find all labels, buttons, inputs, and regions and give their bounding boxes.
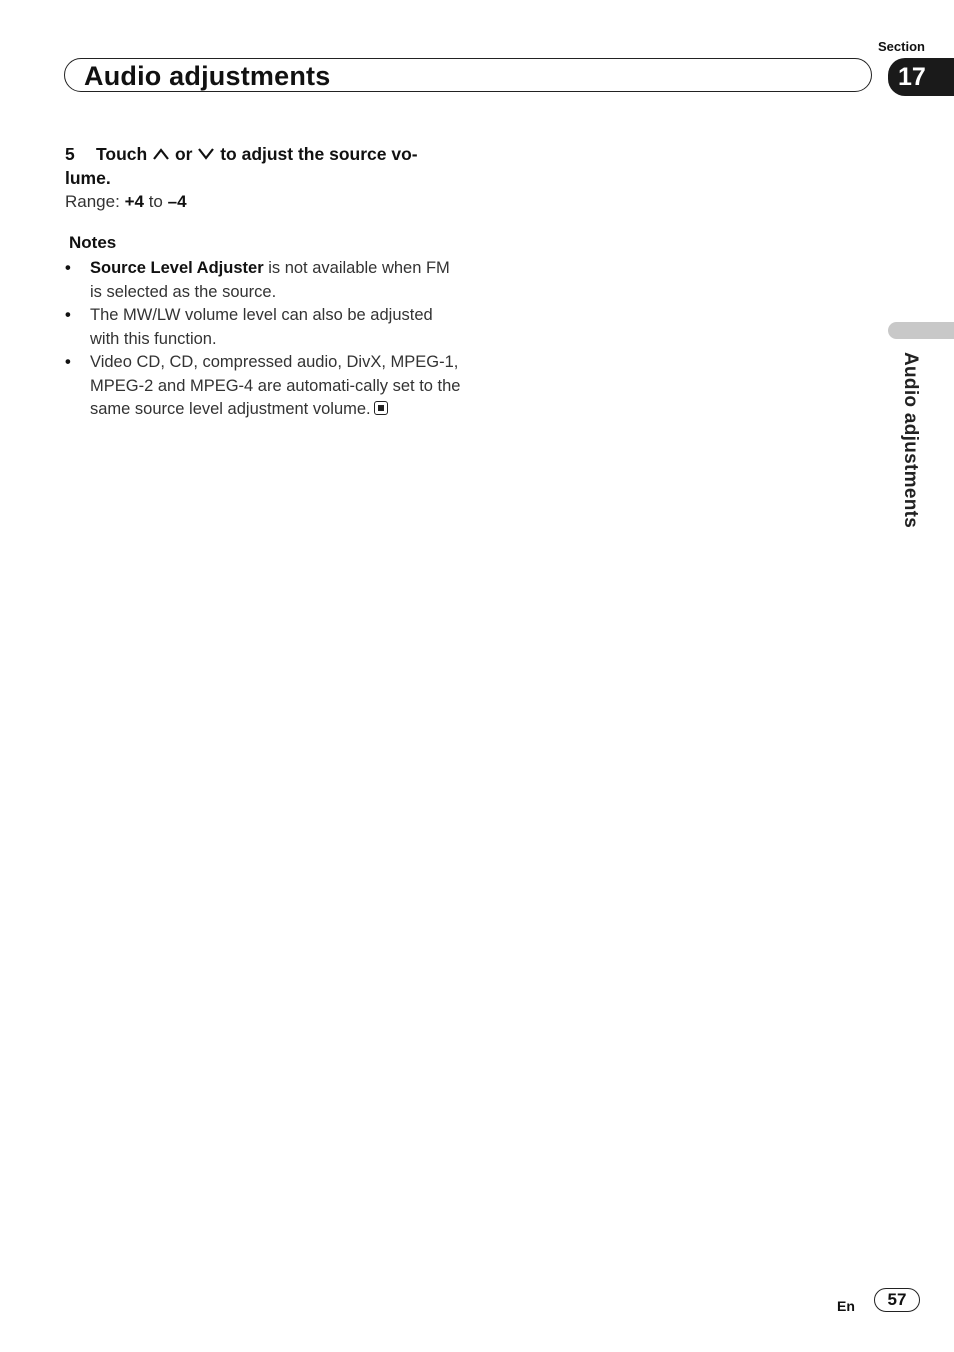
chevron-up-icon — [152, 147, 170, 161]
note-text: is not available when FM is selected as the source. — [90, 259, 450, 301]
page-title: Audio adjustments — [84, 61, 331, 91]
note-text: The MW/LW volume level can also be adjusted with this function. — [90, 306, 433, 348]
range-max: +4 — [124, 192, 144, 211]
step-text-middle: or — [174, 144, 193, 164]
step-text-after: to adjust the source vo- — [220, 144, 418, 164]
range-line — [65, 190, 465, 214]
note-text: Video CD, CD, compressed audio, DivX, MPEG-1, MPEG-2 and MPEG-4 are automati-cally set to the same source level adjustment volume. — [90, 353, 461, 418]
bullet-icon: • — [65, 353, 71, 371]
side-section-label: Audio adjustments — [900, 352, 921, 529]
step-text-line2: lume. — [65, 168, 111, 188]
end-mark-icon — [374, 401, 388, 415]
section-number-tab: 17 — [888, 58, 954, 96]
bullet-icon: • — [65, 306, 71, 324]
range-min: –4 — [167, 192, 187, 211]
side-tab-marker — [888, 322, 954, 339]
page-number: 57 — [874, 1288, 920, 1312]
section-label: Section — [878, 39, 925, 54]
step-text-before: Touch — [96, 144, 148, 164]
step-instruction — [65, 142, 465, 190]
range-to: to — [148, 192, 163, 211]
footer-language: En — [837, 1298, 855, 1314]
chevron-down-icon — [197, 147, 215, 161]
notes-list — [65, 257, 465, 422]
note-item — [65, 304, 465, 351]
step-number: 5 — [65, 144, 75, 164]
note-item — [65, 257, 465, 304]
bullet-icon: • — [65, 259, 71, 277]
main-content — [65, 142, 465, 422]
note-bold: Source Level Adjuster — [90, 259, 264, 277]
notes-heading: Notes — [69, 233, 117, 252]
range-label: Range: — [65, 192, 120, 211]
note-item — [65, 351, 465, 422]
